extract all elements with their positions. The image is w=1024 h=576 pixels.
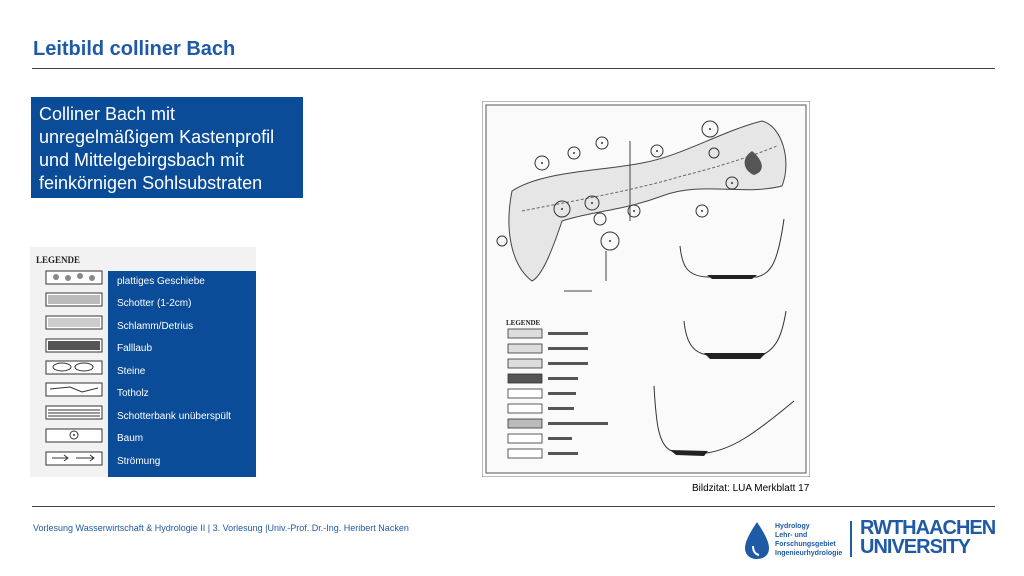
slide-title: Leitbild colliner Bach	[33, 38, 236, 60]
description-box: Colliner Bach mit unregelmäßigem Kastenprofil und Mittelgebirgsbach mit feinkörnigen Sohlsubstraten	[31, 97, 303, 198]
rwth-logo-line-1: RWTHAACHEN	[860, 517, 996, 539]
stream-sketch-figure	[482, 101, 810, 477]
svg-text:LEGENDE: LEGENDE	[506, 319, 541, 327]
rwth-logo-line-2: UNIVERSITY	[860, 536, 971, 558]
legend-item-schotterbank: Schotterbank unüberspült	[117, 411, 231, 422]
hydro-line-1: Hydrology	[775, 523, 810, 530]
footer-divider	[32, 506, 995, 507]
rwth-logo	[860, 519, 995, 557]
legend-item-falllaub: Falllaub	[117, 343, 153, 354]
legend-item-schotter: Schotter (1-2cm)	[117, 298, 192, 309]
svg-text:LEGENDE: LEGENDE	[36, 255, 81, 265]
legend-item-schlamm: Schlamm/Detrius	[117, 321, 194, 332]
hydro-line-3: Forschungsgebiet	[775, 541, 836, 548]
legend-item-baum: Baum	[117, 433, 144, 444]
footer-lecture-info: Vorlesung Wasserwirtschaft & Hydrologie II | 3. Vorlesung |Univ.-Prof. Dr.-Ing. Heribert Nacken	[33, 523, 409, 533]
figure-credit: Bildzitat: LUA Merkblatt 17	[692, 483, 810, 494]
legend-item-totholz: Totholz	[117, 388, 149, 399]
legend-label-panel	[108, 271, 256, 477]
hydro-line-2: Lehr- und	[775, 532, 808, 539]
title-divider	[32, 68, 995, 69]
logo-divider	[850, 521, 852, 557]
legend-item-steine: Steine	[117, 366, 146, 377]
hydro-line-4: Ingenieurhydrologie	[775, 550, 843, 557]
hydrology-logo-text	[775, 522, 842, 558]
legend-item-plattiges-geschiebe: plattiges Geschiebe	[117, 276, 205, 287]
legend	[30, 247, 256, 477]
legend-item-stroemung: Strömung	[117, 456, 161, 467]
